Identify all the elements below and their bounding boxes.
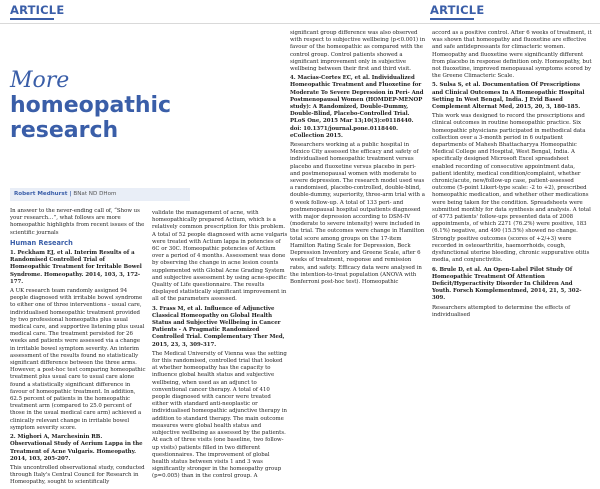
column-1: [10, 208, 146, 489]
ref4-title: 4. Macias-Cortes EC, et al. Individualized Homeopathic Treatment and Fluoxetine for Moderate To Severe Depression in Peri- And Postmenopausal Women (HOMDEP-MENOP study): A Randomized, Double-Dummy, Double-Blind, Placebo-Controlled Trial. PLoS One, 2015 Mar 13;10(3):e0118440. doi: 10.1371/journal.pone.0118440. eCollection 2015.: [290, 75, 424, 139]
column-3: [290, 30, 426, 288]
article-tag-right: ARTICLE: [430, 3, 485, 17]
column-2: [152, 210, 288, 483]
ref3-title: 3. Frass M, et al. Influence of Adjunctive Classical Homeopathy on Global Health Status and Subjective Wellbeing in Cancer Patients - A Pragmatic Randomized Controlled Trial. Complementary Ther Med, 2015, 23, 3, 309-317.: [152, 305, 285, 348]
byline-author: Robert Medhurst: [14, 191, 68, 197]
ref6-title: 6. Brule D, et al. An Open-Label Pilot Study Of Homeopathic Treatment Of Attention Deficit/Hyperactivity Disorder In Children And Youth. Forsch Komplementmed, 2014, 21, 5, 302-309.: [432, 266, 582, 302]
col2-p1: validate the management of acne, with homeopathically prepared Actium, which is a relatively common prescription for this problem. A total of 52 people diagnosed with acne vulgaris were treated with Actium lappa in potencies of 6C or 30C. Homeopathic potencies of Actium over a period of 4 months. Assessment was done by observing the change in acne lesion counts supplemented with Global Acne Grading System and subjective assessment by using acne-specific Quality of Life questionnaire. The results displayed statistically significant improvement in all of the parameters assessed.: [152, 210, 288, 303]
ref5-body: This work was designed to record the prescriptions and clinical outcomes in routine homeopathic practice. Six homeopathic physicians participated in methodical data collection over a 3-month period in 6 outpatient departments of Mahesh Bhattacharyya Homeopathic Medical College and Hospital, West Bengal, India. A specifically designed Microsoft Excel spreadsheet enabled recording of consecutive appointment data, patient identity, medical condition/complaint, whether chronic/acute, new/follow-up case, patient-assessed outcome (5-point Likert-type scale: -2 to +2), prescribed homeopathic medication, and whether other medications were being taken for the condition. Spreadsheets were submitted monthly for data synthesis and analysis. A total of 4773 patients' follow-ups presented data of 2008 appointments, of which 2271 (76.2%) were positive, 183 (6.1%) negative, and 490 (15.5%) showed no change. Strongly positive outcomes (scores of +2/+3) were recorded in osteoarthritis, haemorrhoids, cough, dysfunctional uterine bleeding, chronic suppurative otitis media, and conjunctivitis.: [432, 113, 591, 264]
intro-text: In answer to the never-ending call of, “Show us your research…”, what follows are more homeopathic highlights from recent issues of the scientific journals: [10, 208, 145, 236]
article-tag-left: ARTICLE: [10, 3, 65, 17]
column-4: [432, 30, 592, 321]
col4-p1: accord as a positive control. After 6 weeks of treatment, it was shown that homeopathy and fluoxetine are effective and safe antidepressants for climacteric women. Homeopathy and fluoxetine were significantly different from placebo in response definition only. Homeopathy, but not fluoxetine, improved menopausal symptoms scored by the Greene Climacteric Scale.: [432, 30, 592, 80]
page-title: [10, 68, 190, 143]
ref3-body: The Medical University of Vienna was the setting for this randomised, controlled trial that looked at whether homeopathy has the capacity to influence global health status and subjective wellbeing, when used as an adjunct to conventional cancer therapy. A total of 410 people diagnosed with cancer were treated either with standard anti-neoplastic or individualised homeopathic adjunctive therapy in addition to standard therapy. The main outcome measures were global health status and subjective wellbeing as assessed by the patients. At each of three visits (one baseline, two follow-up visits) patients filled in two different questionnaires. The improvement of global health status between visits 1 and 3 was significantly stronger in the homeopathy group (p=0.005) than in the control group. A: [152, 350, 288, 480]
ref2-title: 2. Mighori A, Marchesinin RB. Observational Study of Aerium Lappa in the Treatment of Acne Vulgaris. Homeopathy. 2014, 103, 205-207.: [10, 434, 143, 462]
section-heading-human: Human Research: [10, 238, 73, 247]
title-more: More: [10, 68, 70, 93]
ref2-body: This uncontrolled observational study, conducted through Italy's Central Council for Research in Homeopathy, sought to scientifically: [10, 464, 145, 486]
ref1-body: A UK research team randomly assigned 94 people diagnosed with irritable bowel syndrome to either one of three interventions - usual care, individualised homeopathic treatment provided by two professional homeopaths plus usual medical care, and supportive listening plus usual medical care. The treatment persisted for 26 weeks and patients were assessed via a change in irritable bowel symptom severity. An interim assessment of the results found no statistically significant difference between the three arms. However, a post-hoc test comparing homeopathic treatment plus usual care to usual care alone found a statistically significant difference in favour of homeopathic treatment. In addition, 62.5 percent of patients in the homeopathic treatment arm (compared to 25.0 percent of those in the usual medical care arm) achieved a clinically relevant change in irritable bowel symptom severity score.: [10, 288, 146, 431]
ref5-title: 5. Sulsa S, et al. Documentation Of Prescriptions and Clinical Outcomes In A Homeopathic Hospital Setting In West Bengal, India. J Evid Based Complement Alternat Med, 2015, 20, 3, 180-185.: [432, 82, 585, 111]
header-accent-right: [430, 18, 474, 20]
byline: Robert Medhurst | BNat ND DHom: [10, 188, 190, 201]
byline-credentials: BNat ND DHom: [73, 191, 117, 197]
col3-p1: significant group difference was also observed with respect to subjective wellbeing (p<0.001) in favour of the homeopathic as compared with the control group. Control patients showed a significant improvement only in subjective wellbeing between their first and third visit.: [290, 30, 426, 73]
ref1-title: 1. Peckham EJ, et al. Interim Results of a Randomised Controlled Trial of Homeopathic Treatment for Irritable Bowel Syndrome. Homeopathy. 2014, 103, 3, 172-177.: [10, 250, 142, 285]
header-accent-left: [10, 18, 54, 20]
header-bar: [0, 0, 600, 24]
title-rest: homeopathic research: [10, 93, 172, 143]
ref6-body: Researchers attempted to determine the effects of individualised: [432, 304, 571, 318]
ref4-body: Researchers working at a public hospital in Mexico City assessed the efficacy and safety of individualised homeopathic treatment versus placebo and fluoxetine versus placebo in peri- and postmenopausal women with moderate to severe depression. The research model used was a randomised, placebo-controlled, double-blind, double-dummy, superiority, three-arm trial with a 6 week follow-up. A total of 133 peri- and postmenopausal hospital outpatients diagnosed with major depression according to DSM-IV (moderate to severe intensity) were included in the trial. The outcomes were change in Hamilton total score among groups on the 17-item Hamilton Rating Scale for Depression, Beck Depression Inventory and Greene Scale, after 6 weeks of treatment, response and remission rates, and safety. Efficacy data were analysed in the intention-to-treat population (ANOVA with Bonferroni post-hoc test). Homeopathic: [290, 142, 425, 285]
